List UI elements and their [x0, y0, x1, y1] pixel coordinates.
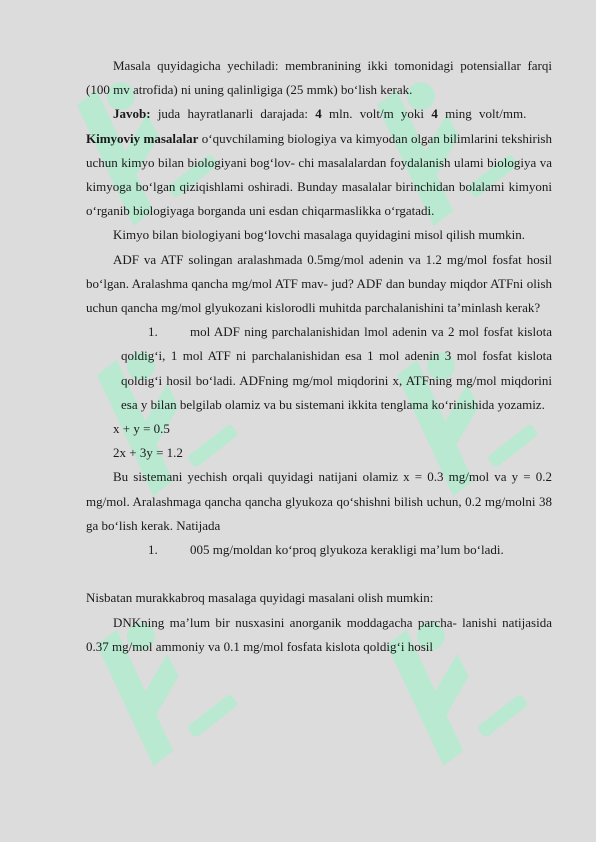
paragraph: Kimyo bilan biologiyani bog‘lovchi masalaga quyidagini misol qilish mumkin. — [113, 227, 525, 243]
paragraph: Masala quyidagicha yechiladi: membranining ikki tomonidagi potensiallar farqi (100 mv atrofida) ni uning qalinligiga (25 mmk) bo‘lish kerak. — [86, 58, 552, 98]
equation: x + y = 0.5 — [113, 421, 170, 437]
answer-paragraph — [86, 102, 552, 126]
paragraph: ADF va ATF solingan aralashmada 0.5mg/mol adenin va 1.2 mg/mol fosfat hosil bo‘lgan. Aralashma qancha mg/mol ATF mav- jud? ADF dan bunday miqdor ATFni olish uchun qancha mg/mol glyukozani kislorodli muhitda parchalanishini ta’minlash kerak? — [86, 251, 552, 316]
numbered-list-item — [121, 320, 552, 417]
list-number: 1. — [148, 324, 158, 340]
answer-text: ming volt/mm. — [437, 106, 527, 122]
answer-text: juda hayratlanarli darajada: — [150, 106, 316, 122]
document-body — [86, 54, 552, 659]
answer-label: Javob: — [113, 106, 151, 122]
numbered-list-item — [86, 538, 552, 562]
paragraph — [86, 127, 552, 224]
section-term: Kimyoviy masalalar — [86, 130, 199, 146]
blank-line — [86, 562, 552, 586]
list-number: 1. — [148, 542, 158, 558]
answer-value: 4 — [315, 106, 322, 122]
answer-value: 4 — [431, 106, 438, 122]
list-item-text: 005 mg/moldan ko‘proq glyukoza kerakligi ma’lum bo‘ladi. — [190, 542, 504, 558]
paragraph: DNKning ma’lum bir nusxasini anorganik moddagacha parcha- lanishi natijasida 0.37 mg/mol ammoniy va 0.1 mg/mol fosfata kislota qoldig‘i hosil — [86, 614, 552, 654]
list-item-text: mol ADF ning parchalanishidan lmol adenin va 2 mol fosfat kislota qoldig‘i, 1 mol ATF ni parchalanishidan esa 1 mol adenin 3 mol fosfat kislota qoldig‘i hosil bo‘ladi. ADFning mg/mol miqdorini x, ATFning mg/mol miqdorini esa y bilan belgilab olamiz va bu sistemani ikkita tenglama ko‘rinishida yozamiz. — [121, 324, 552, 412]
equation: 2x + 3y = 1.2 — [113, 445, 183, 461]
answer-text: mln. volt/m yoki — [321, 106, 432, 122]
paragraph: Nisbatan murakkabroq masalaga quyidagi masalani olish mumkin: — [86, 590, 434, 606]
paragraph: Bu sistemani yechish orqali quyidagi natijani olamiz x = 0.3 mg/mol va y = 0.2 mg/mol. Aralashmaga qancha qancha glyukoza qo‘shishni bilish uchun, 0.2 mg/molni 38 ga bo‘lish kerak. Natijada — [86, 469, 552, 533]
paragraph-text: o‘quvchilaming biologiya va kimyodan olgan bilimlarini tekshirish uchun kimyo bilan biologiyani bog‘lov- chi masalalardan foydalanish ulami biologiya va kimyoga bo‘lgan qiziqishlami oshiradi. Bunday masalalar birinchidan bolalami kimyoni o‘rganib biologiyaga borganda uni esdan chiqarmaslikka o‘rgatadi. — [86, 130, 552, 219]
